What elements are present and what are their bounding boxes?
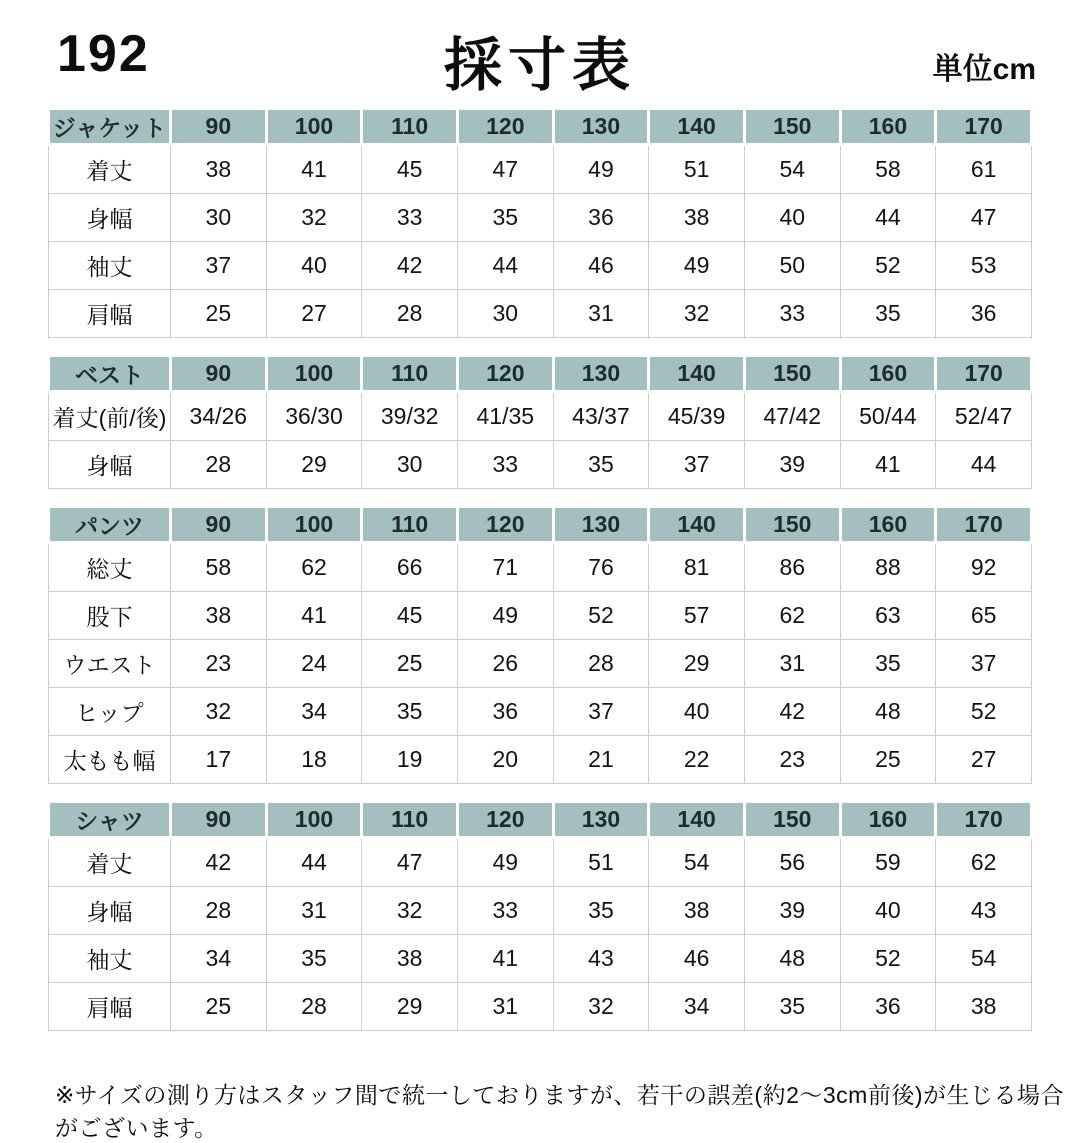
row-label-cell: 太もも幅 [49,736,171,784]
value-cell: 51 [649,145,745,194]
value-cell: 41/35 [457,392,553,441]
table-category-label: シャツ [49,802,171,838]
size-header-cell: 150 [744,507,840,543]
table-row [49,392,1032,441]
value-cell: 47/42 [744,392,840,441]
size-header-cell: 140 [649,109,745,145]
size-header-cell: 170 [936,356,1032,392]
value-cell: 50/44 [840,392,936,441]
value-cell: 39/32 [362,392,458,441]
size-header-cell: 170 [936,507,1032,543]
page-title: 採寸表 [443,33,636,98]
value-cell: 62 [744,592,840,640]
value-cell: 32 [266,194,362,242]
table-category-label: ジャケット [49,109,171,145]
value-cell: 28 [171,887,267,935]
row-label-cell: 着丈(前/後) [49,392,171,441]
value-cell: 27 [266,290,362,338]
value-cell: 40 [744,194,840,242]
value-cell: 71 [457,543,553,592]
value-cell: 22 [649,736,745,784]
table-row [49,441,1032,489]
value-cell: 52 [936,688,1032,736]
value-cell: 31 [266,887,362,935]
value-cell: 33 [744,290,840,338]
value-cell: 32 [171,688,267,736]
value-cell: 41 [457,935,553,983]
value-cell: 25 [171,290,267,338]
value-cell: 33 [457,441,553,489]
value-cell: 43 [936,887,1032,935]
size-header-cell: 130 [553,802,649,838]
size-header-cell: 170 [936,109,1032,145]
value-cell: 25 [840,736,936,784]
value-cell: 35 [840,290,936,338]
value-cell: 20 [457,736,553,784]
value-cell: 62 [266,543,362,592]
value-cell: 38 [171,592,267,640]
size-table-0 [47,107,1033,338]
row-label-cell: 身幅 [49,441,171,489]
value-cell: 38 [171,145,267,194]
size-header-cell: 120 [457,356,553,392]
table-row [49,194,1032,242]
value-cell: 42 [744,688,840,736]
value-cell: 35 [840,640,936,688]
value-cell: 28 [266,983,362,1031]
table-header-row [49,507,1032,543]
row-label-cell: 身幅 [49,887,171,935]
size-header-cell: 100 [266,802,362,838]
value-cell: 88 [840,543,936,592]
page-number: 192 [57,25,150,83]
table-row [49,983,1032,1031]
value-cell: 37 [171,242,267,290]
value-cell: 28 [553,640,649,688]
value-cell: 26 [457,640,553,688]
size-header-cell: 150 [744,802,840,838]
table-row [49,592,1032,640]
size-header-cell: 130 [553,507,649,543]
table-row [49,640,1032,688]
value-cell: 49 [457,592,553,640]
value-cell: 54 [649,838,745,887]
value-cell: 45/39 [649,392,745,441]
value-cell: 40 [649,688,745,736]
value-cell: 34 [266,688,362,736]
size-header-cell: 160 [840,507,936,543]
value-cell: 23 [171,640,267,688]
value-cell: 43/37 [553,392,649,441]
value-cell: 41 [840,441,936,489]
value-cell: 36/30 [266,392,362,441]
table-category-label: ベスト [49,356,171,392]
value-cell: 58 [171,543,267,592]
value-cell: 31 [553,290,649,338]
value-cell: 30 [457,290,553,338]
value-cell: 40 [266,242,362,290]
value-cell: 41 [266,145,362,194]
value-cell: 58 [840,145,936,194]
table-header-row [49,109,1032,145]
table-row [49,838,1032,887]
size-header-cell: 100 [266,356,362,392]
value-cell: 28 [171,441,267,489]
value-cell: 17 [171,736,267,784]
size-header-cell: 90 [171,109,267,145]
value-cell: 54 [936,935,1032,983]
value-cell: 44 [840,194,936,242]
row-label-cell: 肩幅 [49,290,171,338]
value-cell: 37 [649,441,745,489]
value-cell: 57 [649,592,745,640]
size-header-cell: 90 [171,507,267,543]
value-cell: 65 [936,592,1032,640]
value-cell: 24 [266,640,362,688]
value-cell: 36 [457,688,553,736]
value-cell: 38 [362,935,458,983]
value-cell: 59 [840,838,936,887]
size-header-cell: 120 [457,109,553,145]
value-cell: 44 [936,441,1032,489]
row-label-cell: 身幅 [49,194,171,242]
value-cell: 39 [744,887,840,935]
value-cell: 39 [744,441,840,489]
value-cell: 50 [744,242,840,290]
value-cell: 36 [840,983,936,1031]
size-header-cell: 90 [171,802,267,838]
row-label-cell: 総丈 [49,543,171,592]
value-cell: 34 [171,935,267,983]
value-cell: 52 [553,592,649,640]
value-cell: 54 [744,145,840,194]
value-cell: 29 [362,983,458,1031]
value-cell: 81 [649,543,745,592]
value-cell: 32 [649,290,745,338]
value-cell: 42 [362,242,458,290]
value-cell: 47 [457,145,553,194]
value-cell: 29 [266,441,362,489]
value-cell: 21 [553,736,649,784]
size-header-cell: 160 [840,356,936,392]
size-header-cell: 160 [840,802,936,838]
size-header-cell: 120 [457,507,553,543]
tables-container [47,107,1033,1031]
value-cell: 38 [649,887,745,935]
table-category-label: パンツ [49,507,171,543]
value-cell: 86 [744,543,840,592]
size-header-cell: 110 [362,109,458,145]
value-cell: 19 [362,736,458,784]
table-row [49,935,1032,983]
value-cell: 33 [362,194,458,242]
page-header [0,0,1080,107]
row-label-cell: ウエスト [49,640,171,688]
value-cell: 33 [457,887,553,935]
table-row [49,688,1032,736]
value-cell: 25 [362,640,458,688]
value-cell: 48 [744,935,840,983]
table-row [49,543,1032,592]
value-cell: 66 [362,543,458,592]
table-row [49,290,1032,338]
value-cell: 32 [553,983,649,1031]
value-cell: 52 [840,935,936,983]
row-label-cell: ヒップ [49,688,171,736]
table-header-row [49,802,1032,838]
value-cell: 28 [362,290,458,338]
size-table-2 [47,505,1033,784]
table-row [49,145,1032,194]
size-header-cell: 110 [362,802,458,838]
value-cell: 56 [744,838,840,887]
value-cell: 43 [553,935,649,983]
value-cell: 49 [553,145,649,194]
row-label-cell: 袖丈 [49,935,171,983]
value-cell: 63 [840,592,936,640]
row-label-cell: 着丈 [49,838,171,887]
unit-label: 単位cm [932,53,1036,86]
value-cell: 30 [171,194,267,242]
value-cell: 35 [744,983,840,1031]
size-header-cell: 110 [362,356,458,392]
value-cell: 35 [457,194,553,242]
value-cell: 18 [266,736,362,784]
row-label-cell: 袖丈 [49,242,171,290]
value-cell: 47 [936,194,1032,242]
value-cell: 31 [744,640,840,688]
size-header-cell: 90 [171,356,267,392]
value-cell: 23 [744,736,840,784]
value-cell: 25 [171,983,267,1031]
size-header-cell: 130 [553,109,649,145]
value-cell: 40 [840,887,936,935]
value-cell: 45 [362,145,458,194]
value-cell: 51 [553,838,649,887]
value-cell: 34 [649,983,745,1031]
table-row [49,242,1032,290]
value-cell: 46 [553,242,649,290]
value-cell: 35 [266,935,362,983]
size-table-3 [47,800,1033,1031]
size-header-cell: 170 [936,802,1032,838]
value-cell: 38 [936,983,1032,1031]
row-label-cell: 股下 [49,592,171,640]
value-cell: 44 [266,838,362,887]
size-header-cell: 140 [649,356,745,392]
value-cell: 31 [457,983,553,1031]
value-cell: 46 [649,935,745,983]
value-cell: 48 [840,688,936,736]
value-cell: 27 [936,736,1032,784]
size-header-cell: 120 [457,802,553,838]
table-header-row [49,356,1032,392]
size-table-1 [47,354,1033,489]
value-cell: 37 [936,640,1032,688]
value-cell: 76 [553,543,649,592]
value-cell: 36 [936,290,1032,338]
size-header-cell: 100 [266,507,362,543]
value-cell: 61 [936,145,1032,194]
value-cell: 34/26 [171,392,267,441]
size-header-cell: 150 [744,109,840,145]
row-label-cell: 着丈 [49,145,171,194]
value-cell: 92 [936,543,1032,592]
footnote: ※サイズの測り方はスタッフ間で統一しておりますが、若干の誤差(約2〜3cm前後)が生じる場合がございます。 [55,1082,1064,1141]
value-cell: 53 [936,242,1032,290]
size-header-cell: 100 [266,109,362,145]
value-cell: 41 [266,592,362,640]
value-cell: 36 [553,194,649,242]
value-cell: 38 [649,194,745,242]
value-cell: 42 [171,838,267,887]
value-cell: 30 [362,441,458,489]
value-cell: 35 [553,441,649,489]
value-cell: 35 [362,688,458,736]
value-cell: 32 [362,887,458,935]
size-header-cell: 140 [649,802,745,838]
size-header-cell: 140 [649,507,745,543]
table-row [49,887,1032,935]
value-cell: 47 [362,838,458,887]
value-cell: 62 [936,838,1032,887]
value-cell: 49 [457,838,553,887]
table-row [49,736,1032,784]
size-header-cell: 160 [840,109,936,145]
size-header-cell: 110 [362,507,458,543]
value-cell: 52 [840,242,936,290]
value-cell: 52/47 [936,392,1032,441]
value-cell: 45 [362,592,458,640]
size-header-cell: 130 [553,356,649,392]
value-cell: 37 [553,688,649,736]
row-label-cell: 肩幅 [49,983,171,1031]
value-cell: 44 [457,242,553,290]
size-header-cell: 150 [744,356,840,392]
value-cell: 49 [649,242,745,290]
value-cell: 35 [553,887,649,935]
value-cell: 29 [649,640,745,688]
